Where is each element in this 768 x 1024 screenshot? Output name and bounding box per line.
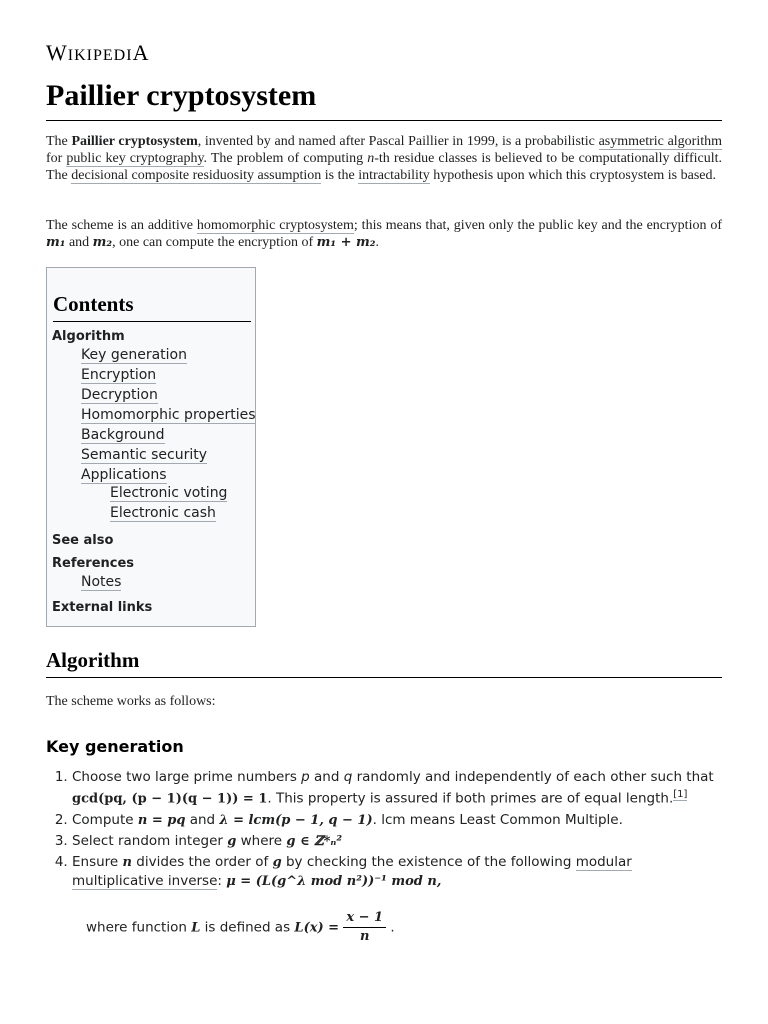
table-of-contents xyxy=(46,267,256,627)
toc-title: Contents xyxy=(53,292,251,322)
wikipedia-wordmark[interactable]: WIKIPEDIA xyxy=(46,40,150,65)
list-item: 4. Ensure n divides the order of g by checking the existence of the following modular multiplicative inverse: μ = (L(g^λ mod n²))⁻¹ mod n, where function L is defined as L(x) = $\frac{x - 1}{n}$ . xyxy=(72,853,722,946)
link-public-key-cryptography[interactable]: public key cryptography xyxy=(66,151,204,166)
toc-item-electronic-cash[interactable]: Electronic cash xyxy=(110,505,216,521)
math-lambda-lcm: λ = lcm(p − 1, q − 1) xyxy=(219,812,373,828)
toc-item-key-generation[interactable]: Key generation xyxy=(81,347,187,363)
intro-paragraph-1: The Paillier cryptosystem, invented by and named after Pascal Paillier in 1999, is a probabilistic asymmetric algorithm for public key cryptography. The problem of computing n-th residue classes is believed to be computationally difficult. The decisional composite residuosity assumption is the intractability hypothesis upon which this cryptosystem is based. xyxy=(46,134,723,183)
toc-item-references[interactable]: References xyxy=(52,556,135,571)
toc-item-encryption[interactable]: Encryption xyxy=(81,367,157,383)
math-m1-plus-m2: m₁ + m₂ xyxy=(316,235,376,250)
list-item: 2. Compute n = pq and λ = lcm(p − 1, q − 1). lcm means Least Common Multiple. xyxy=(72,811,722,830)
article-subject: Paillier cryptosystem xyxy=(71,134,198,149)
toc-item-decryption[interactable]: Decryption xyxy=(81,387,158,403)
toc-item-see-also[interactable]: See also xyxy=(52,533,114,548)
math-m1: m₁ xyxy=(46,235,66,250)
toc-item-algorithm[interactable]: Algorithm xyxy=(52,329,125,344)
list-item: 1. Choose two large prime numbers p and q randomly and independently of each other such that gcd(pq, (p − 1)(q − 1)) = 1. This property is assured if both primes are of equal length.[1] xyxy=(72,768,722,809)
math-m2: m₂ xyxy=(92,235,113,250)
citation-1[interactable]: [1] xyxy=(673,789,688,800)
link-decisional-composite-residuosity[interactable]: decisional composite residuosity assumption xyxy=(71,168,322,183)
link-homomorphic-cryptosystem[interactable]: homomorphic cryptosystem xyxy=(196,218,354,233)
section-heading-algorithm: Algorithm xyxy=(46,648,722,678)
link-intractability[interactable]: intractability xyxy=(358,168,430,183)
page-title: Paillier cryptosystem xyxy=(46,78,722,121)
link-asymmetric-algorithm[interactable]: asymmetric algorithm xyxy=(598,134,723,149)
subsection-heading-key-generation: Key generation xyxy=(46,737,184,756)
toc-item-applications[interactable]: Applications xyxy=(81,467,167,483)
toc-item-notes[interactable]: Notes xyxy=(81,574,122,590)
key-generation-steps xyxy=(46,768,722,948)
math-gcd-formula: gcd(pq, (p − 1)(q − 1)) = 1 xyxy=(72,791,268,807)
math-mu-formula: μ = (L(g^λ mod n²))⁻¹ mod n, xyxy=(226,873,442,889)
toc-item-homomorphic-properties[interactable]: Homomorphic properties xyxy=(81,407,256,423)
toc-item-background[interactable]: Background xyxy=(81,427,165,443)
intro-paragraph-2: The scheme is an additive homomorphic cryptosystem; this means that, given only the public key and the encryption of m₁ and m₂, one can compute the encryption of m₁ + m₂. xyxy=(46,218,723,250)
toc-item-external-links[interactable]: External links xyxy=(52,600,153,615)
math-n-equals-pq: n = pq xyxy=(137,812,186,828)
algorithm-intro: The scheme works as follows: xyxy=(46,694,216,709)
math-fraction: $\frac{x - 1}{n}$ xyxy=(343,909,386,946)
function-l-definition: where function L is defined as L(x) = $\frac{x - 1}{n}$ . xyxy=(86,909,395,944)
link-modular-multiplicative-inverse[interactable]: modular multiplicative inverse xyxy=(72,853,632,889)
toc-item-electronic-voting[interactable]: Electronic voting xyxy=(110,485,228,501)
list-item: 3. Select random integer g where g ∈ ℤ*ₙ² xyxy=(72,832,722,851)
toc-item-semantic-security[interactable]: Semantic security xyxy=(81,447,208,463)
math-g-in-group: g ∈ ℤ*ₙ² xyxy=(286,833,343,849)
math-l-of-x: L(x) = xyxy=(294,920,340,935)
